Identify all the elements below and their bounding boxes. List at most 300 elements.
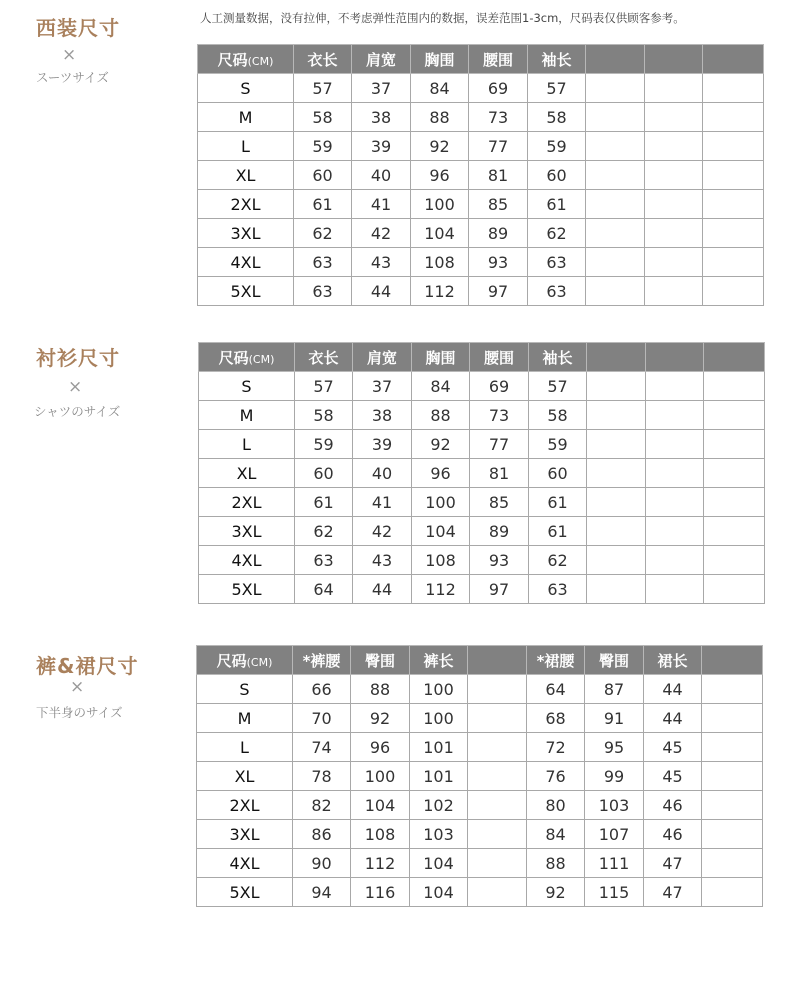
measurement-cell: 104 — [411, 219, 469, 248]
measurement-cell: 85 — [470, 488, 529, 517]
table-row — [197, 849, 763, 878]
shirt-size-title: 衬衫尺寸 — [36, 346, 120, 370]
measurement-cell — [704, 372, 765, 401]
measurement-cell: 42 — [353, 517, 412, 546]
measurement-cell — [702, 820, 763, 849]
size-label-cell: L — [198, 132, 294, 161]
measurement-cell — [702, 762, 763, 791]
column-header — [412, 343, 470, 372]
measurement-cell: 86 — [293, 820, 351, 849]
measurement-cell — [468, 733, 527, 762]
measurement-cell — [587, 401, 646, 430]
measurement-cell: 85 — [469, 190, 528, 219]
column-header-label: 尺码 — [218, 348, 249, 367]
measurement-cell — [704, 575, 765, 604]
measurement-cell — [587, 430, 646, 459]
measurement-cell: 112 — [412, 575, 470, 604]
measurement-cell — [702, 878, 763, 907]
measurement-cell: 81 — [470, 459, 529, 488]
measurement-cell: 88 — [412, 401, 470, 430]
measurement-cell: 112 — [351, 849, 410, 878]
column-header-label: 臀围 — [598, 651, 629, 670]
pants-skirt-size-title: 裤&裙尺寸 — [36, 654, 139, 678]
column-header-label: 臀围 — [364, 651, 395, 670]
measurement-cell: 46 — [644, 820, 702, 849]
measurement-cell: 100 — [411, 190, 469, 219]
column-header — [702, 646, 763, 675]
column-header-label: 腰围 — [483, 348, 514, 367]
shirt-size-table — [198, 342, 765, 604]
measurement-cell: 80 — [527, 791, 585, 820]
size-label-cell: 2XL — [197, 791, 293, 820]
measurement-cell: 59 — [528, 132, 586, 161]
measurement-cell: 70 — [293, 704, 351, 733]
column-header-label: 袖长 — [541, 50, 572, 69]
column-header — [469, 45, 528, 74]
measurement-cell: 108 — [412, 546, 470, 575]
measurement-cell — [703, 74, 764, 103]
measurement-cell — [586, 277, 645, 306]
measurement-cell: 101 — [410, 733, 468, 762]
measurement-cell: 93 — [470, 546, 529, 575]
measurement-cell: 88 — [527, 849, 585, 878]
table-header-row — [198, 45, 764, 74]
measurement-cell: 77 — [469, 132, 528, 161]
suit-size-subtitle: スーツサイズ — [36, 70, 109, 85]
size-label-cell: L — [199, 430, 295, 459]
table-header-row — [199, 343, 765, 372]
measurement-cell: 111 — [585, 849, 644, 878]
measurement-cell: 64 — [527, 675, 585, 704]
measurement-cell: 108 — [411, 248, 469, 277]
measurement-cell — [587, 575, 646, 604]
measurement-cell: 60 — [295, 459, 353, 488]
measurement-cell: 66 — [293, 675, 351, 704]
table-row — [197, 675, 763, 704]
measurement-cell — [646, 488, 704, 517]
table-row — [197, 733, 763, 762]
measurement-cell: 39 — [352, 132, 411, 161]
measurement-cell: 96 — [351, 733, 410, 762]
size-label-cell: XL — [199, 459, 295, 488]
measurement-cell: 103 — [585, 791, 644, 820]
table-row — [198, 132, 764, 161]
column-header — [529, 343, 587, 372]
column-header — [294, 45, 352, 74]
measurement-cell: 61 — [528, 190, 586, 219]
size-label-cell: 5XL — [198, 277, 294, 306]
measurement-cell: 38 — [353, 401, 412, 430]
measurement-cell: 100 — [412, 488, 470, 517]
column-header — [468, 646, 527, 675]
measurement-cell: 57 — [528, 74, 586, 103]
measurement-cell: 92 — [527, 878, 585, 907]
column-header — [295, 343, 353, 372]
table-row — [198, 190, 764, 219]
measurement-cell: 73 — [469, 103, 528, 132]
table-row — [199, 401, 765, 430]
size-label-cell: 5XL — [199, 575, 295, 604]
measurement-cell — [646, 430, 704, 459]
measurement-cell: 61 — [529, 488, 587, 517]
column-header — [199, 343, 295, 372]
size-label-cell: 2XL — [198, 190, 294, 219]
table-row — [198, 219, 764, 248]
measurement-cell: 100 — [410, 675, 468, 704]
measurement-note: 人工测量数据，没有拉伸，不考虑弹性范围内的数据，误差范围1-3cm，尺码表仅供顾客参考。 — [200, 11, 685, 25]
column-header-label: 胸围 — [424, 50, 455, 69]
column-header-label: *裙腰 — [536, 651, 575, 670]
measurement-cell: 69 — [470, 372, 529, 401]
measurement-cell — [645, 190, 703, 219]
table-row — [198, 161, 764, 190]
column-header — [704, 343, 765, 372]
cross-icon: × — [68, 377, 83, 397]
measurement-cell — [704, 488, 765, 517]
measurement-cell — [702, 849, 763, 878]
table-row — [199, 488, 765, 517]
measurement-cell — [468, 675, 527, 704]
measurement-cell: 92 — [411, 132, 469, 161]
measurement-cell — [704, 401, 765, 430]
measurement-cell — [645, 103, 703, 132]
unit-label: (CM) — [246, 655, 273, 669]
measurement-cell: 107 — [585, 820, 644, 849]
measurement-cell: 59 — [529, 430, 587, 459]
size-label-cell: S — [198, 74, 294, 103]
column-header — [528, 45, 586, 74]
measurement-cell: 58 — [294, 103, 352, 132]
measurement-cell — [646, 372, 704, 401]
measurement-cell: 41 — [352, 190, 411, 219]
column-header-label: 腰围 — [482, 50, 513, 69]
measurement-cell: 38 — [352, 103, 411, 132]
measurement-cell — [586, 103, 645, 132]
measurement-cell: 45 — [644, 733, 702, 762]
measurement-cell — [645, 132, 703, 161]
measurement-cell: 37 — [353, 372, 412, 401]
measurement-cell — [468, 762, 527, 791]
measurement-cell: 102 — [410, 791, 468, 820]
size-label-cell: S — [199, 372, 295, 401]
measurement-cell — [645, 277, 703, 306]
measurement-cell: 37 — [352, 74, 411, 103]
measurement-cell: 63 — [528, 248, 586, 277]
measurement-cell: 92 — [412, 430, 470, 459]
measurement-cell: 43 — [352, 248, 411, 277]
column-header — [353, 343, 412, 372]
size-label-cell: 4XL — [197, 849, 293, 878]
measurement-cell: 115 — [585, 878, 644, 907]
measurement-cell: 64 — [295, 575, 353, 604]
cross-icon: × — [62, 45, 77, 65]
measurement-cell: 112 — [411, 277, 469, 306]
measurement-cell — [645, 161, 703, 190]
column-header — [351, 646, 410, 675]
measurement-cell: 44 — [644, 704, 702, 733]
measurement-cell: 91 — [585, 704, 644, 733]
measurement-cell — [587, 488, 646, 517]
measurement-cell: 78 — [293, 762, 351, 791]
column-header — [410, 646, 468, 675]
column-header-label: 肩宽 — [366, 348, 397, 367]
measurement-cell — [646, 401, 704, 430]
measurement-cell — [587, 372, 646, 401]
measurement-cell: 116 — [351, 878, 410, 907]
table-row — [199, 459, 765, 488]
measurement-cell: 97 — [469, 277, 528, 306]
measurement-cell: 63 — [529, 575, 587, 604]
table-row — [199, 517, 765, 546]
measurement-cell — [646, 575, 704, 604]
table-row — [198, 103, 764, 132]
table-row — [197, 762, 763, 791]
measurement-cell: 104 — [351, 791, 410, 820]
measurement-cell: 96 — [411, 161, 469, 190]
measurement-cell — [646, 459, 704, 488]
measurement-cell: 57 — [294, 74, 352, 103]
measurement-cell: 99 — [585, 762, 644, 791]
measurement-cell: 43 — [353, 546, 412, 575]
measurement-cell: 63 — [294, 248, 352, 277]
measurement-cell: 82 — [293, 791, 351, 820]
size-label-cell: 3XL — [197, 820, 293, 849]
measurement-cell: 89 — [469, 219, 528, 248]
measurement-cell: 73 — [470, 401, 529, 430]
measurement-cell — [645, 74, 703, 103]
column-header — [644, 646, 702, 675]
column-header — [645, 45, 703, 74]
measurement-cell: 88 — [411, 103, 469, 132]
measurement-cell — [468, 791, 527, 820]
measurement-cell — [703, 132, 764, 161]
size-label-cell: 2XL — [199, 488, 295, 517]
size-label-cell: S — [197, 675, 293, 704]
measurement-cell: 40 — [352, 161, 411, 190]
table-row — [198, 248, 764, 277]
measurement-cell: 61 — [529, 517, 587, 546]
measurement-cell: 58 — [529, 401, 587, 430]
measurement-cell: 103 — [410, 820, 468, 849]
column-header-label: 肩宽 — [365, 50, 396, 69]
column-header-label: 尺码 — [217, 50, 248, 69]
column-header — [646, 343, 704, 372]
measurement-cell: 87 — [585, 675, 644, 704]
table-row — [198, 277, 764, 306]
measurement-cell: 58 — [295, 401, 353, 430]
measurement-cell: 108 — [351, 820, 410, 849]
measurement-cell: 62 — [295, 517, 353, 546]
measurement-cell: 101 — [410, 762, 468, 791]
measurement-cell: 100 — [351, 762, 410, 791]
measurement-cell — [468, 878, 527, 907]
measurement-cell — [646, 546, 704, 575]
table-row — [199, 372, 765, 401]
measurement-cell: 61 — [295, 488, 353, 517]
measurement-cell — [468, 704, 527, 733]
measurement-cell — [587, 546, 646, 575]
suit-size-title: 西装尺寸 — [36, 16, 120, 40]
measurement-cell: 93 — [469, 248, 528, 277]
measurement-cell: 89 — [470, 517, 529, 546]
measurement-cell — [645, 219, 703, 248]
measurement-cell: 90 — [293, 849, 351, 878]
column-header — [411, 45, 469, 74]
measurement-cell — [586, 132, 645, 161]
measurement-cell: 44 — [352, 277, 411, 306]
column-header-label: *裤腰 — [302, 651, 341, 670]
measurement-cell — [586, 161, 645, 190]
table-row — [197, 704, 763, 733]
pants-skirt-size-subtitle: 下半身のサイズ — [36, 705, 123, 720]
size-label-cell: L — [197, 733, 293, 762]
measurement-cell: 44 — [353, 575, 412, 604]
measurement-cell: 81 — [469, 161, 528, 190]
size-label-cell: XL — [197, 762, 293, 791]
measurement-cell: 68 — [527, 704, 585, 733]
measurement-cell: 41 — [353, 488, 412, 517]
measurement-cell: 62 — [294, 219, 352, 248]
measurement-cell — [704, 430, 765, 459]
measurement-cell: 74 — [293, 733, 351, 762]
measurement-cell: 104 — [410, 849, 468, 878]
measurement-cell — [586, 219, 645, 248]
column-header — [527, 646, 585, 675]
size-label-cell: 4XL — [199, 546, 295, 575]
measurement-cell — [587, 517, 646, 546]
column-header — [197, 646, 293, 675]
measurement-cell: 96 — [412, 459, 470, 488]
size-label-cell: XL — [198, 161, 294, 190]
measurement-cell: 92 — [351, 704, 410, 733]
size-label-cell: 5XL — [197, 878, 293, 907]
measurement-cell — [468, 820, 527, 849]
measurement-cell — [703, 161, 764, 190]
measurement-cell: 100 — [410, 704, 468, 733]
measurement-cell: 84 — [411, 74, 469, 103]
measurement-cell — [703, 219, 764, 248]
column-header-label: 尺码 — [216, 651, 247, 670]
measurement-cell: 72 — [527, 733, 585, 762]
size-label-cell: 3XL — [199, 517, 295, 546]
measurement-cell: 57 — [295, 372, 353, 401]
measurement-cell: 59 — [295, 430, 353, 459]
measurement-cell: 63 — [528, 277, 586, 306]
measurement-cell — [586, 74, 645, 103]
column-header-label: 衣长 — [307, 50, 338, 69]
measurement-cell — [702, 791, 763, 820]
table-row — [199, 575, 765, 604]
measurement-cell — [586, 190, 645, 219]
measurement-cell: 44 — [644, 675, 702, 704]
measurement-cell: 88 — [351, 675, 410, 704]
unit-label: (CM) — [247, 54, 274, 68]
table-header-row — [197, 646, 763, 675]
table-row — [199, 430, 765, 459]
measurement-cell — [704, 459, 765, 488]
measurement-cell: 84 — [412, 372, 470, 401]
measurement-cell — [645, 248, 703, 277]
measurement-cell: 104 — [410, 878, 468, 907]
size-label-cell: 3XL — [198, 219, 294, 248]
measurement-cell: 95 — [585, 733, 644, 762]
measurement-cell: 60 — [528, 161, 586, 190]
measurement-cell: 57 — [529, 372, 587, 401]
pants-skirt-size-table — [196, 645, 763, 907]
size-label-cell: M — [197, 704, 293, 733]
measurement-cell — [704, 546, 765, 575]
measurement-cell: 39 — [353, 430, 412, 459]
unit-label: (CM) — [248, 352, 275, 366]
column-header — [293, 646, 351, 675]
measurement-cell — [587, 459, 646, 488]
measurement-cell: 63 — [294, 277, 352, 306]
suit-size-table — [197, 44, 764, 306]
table-row — [198, 74, 764, 103]
measurement-cell: 60 — [294, 161, 352, 190]
measurement-cell — [703, 277, 764, 306]
measurement-cell: 76 — [527, 762, 585, 791]
table-row — [197, 791, 763, 820]
column-header-label: 胸围 — [425, 348, 456, 367]
measurement-cell: 63 — [295, 546, 353, 575]
column-header-label: 袖长 — [542, 348, 573, 367]
measurement-cell: 42 — [352, 219, 411, 248]
measurement-cell — [703, 248, 764, 277]
column-header — [586, 45, 645, 74]
measurement-cell: 97 — [470, 575, 529, 604]
measurement-cell — [702, 675, 763, 704]
cross-icon: × — [70, 677, 85, 697]
measurement-cell: 40 — [353, 459, 412, 488]
measurement-cell — [702, 733, 763, 762]
measurement-cell — [586, 248, 645, 277]
column-header — [470, 343, 529, 372]
column-header-label: 裤长 — [423, 651, 454, 670]
measurement-cell — [703, 190, 764, 219]
measurement-cell: 60 — [529, 459, 587, 488]
measurement-cell: 69 — [469, 74, 528, 103]
measurement-cell: 47 — [644, 878, 702, 907]
column-header-label: 裙长 — [657, 651, 688, 670]
measurement-cell: 77 — [470, 430, 529, 459]
measurement-cell — [702, 704, 763, 733]
measurement-cell: 61 — [294, 190, 352, 219]
column-header-label: 衣长 — [308, 348, 339, 367]
column-header — [703, 45, 764, 74]
table-row — [199, 546, 765, 575]
measurement-cell: 46 — [644, 791, 702, 820]
column-header — [587, 343, 646, 372]
measurement-cell: 62 — [528, 219, 586, 248]
column-header — [198, 45, 294, 74]
measurement-cell — [468, 849, 527, 878]
column-header — [585, 646, 644, 675]
table-row — [197, 878, 763, 907]
measurement-cell — [646, 517, 704, 546]
measurement-cell: 58 — [528, 103, 586, 132]
size-label-cell: M — [199, 401, 295, 430]
measurement-cell: 62 — [529, 546, 587, 575]
measurement-cell — [704, 517, 765, 546]
table-row — [197, 820, 763, 849]
measurement-cell: 59 — [294, 132, 352, 161]
measurement-cell — [703, 103, 764, 132]
size-label-cell: M — [198, 103, 294, 132]
measurement-cell: 47 — [644, 849, 702, 878]
measurement-cell: 104 — [412, 517, 470, 546]
measurement-cell: 45 — [644, 762, 702, 791]
